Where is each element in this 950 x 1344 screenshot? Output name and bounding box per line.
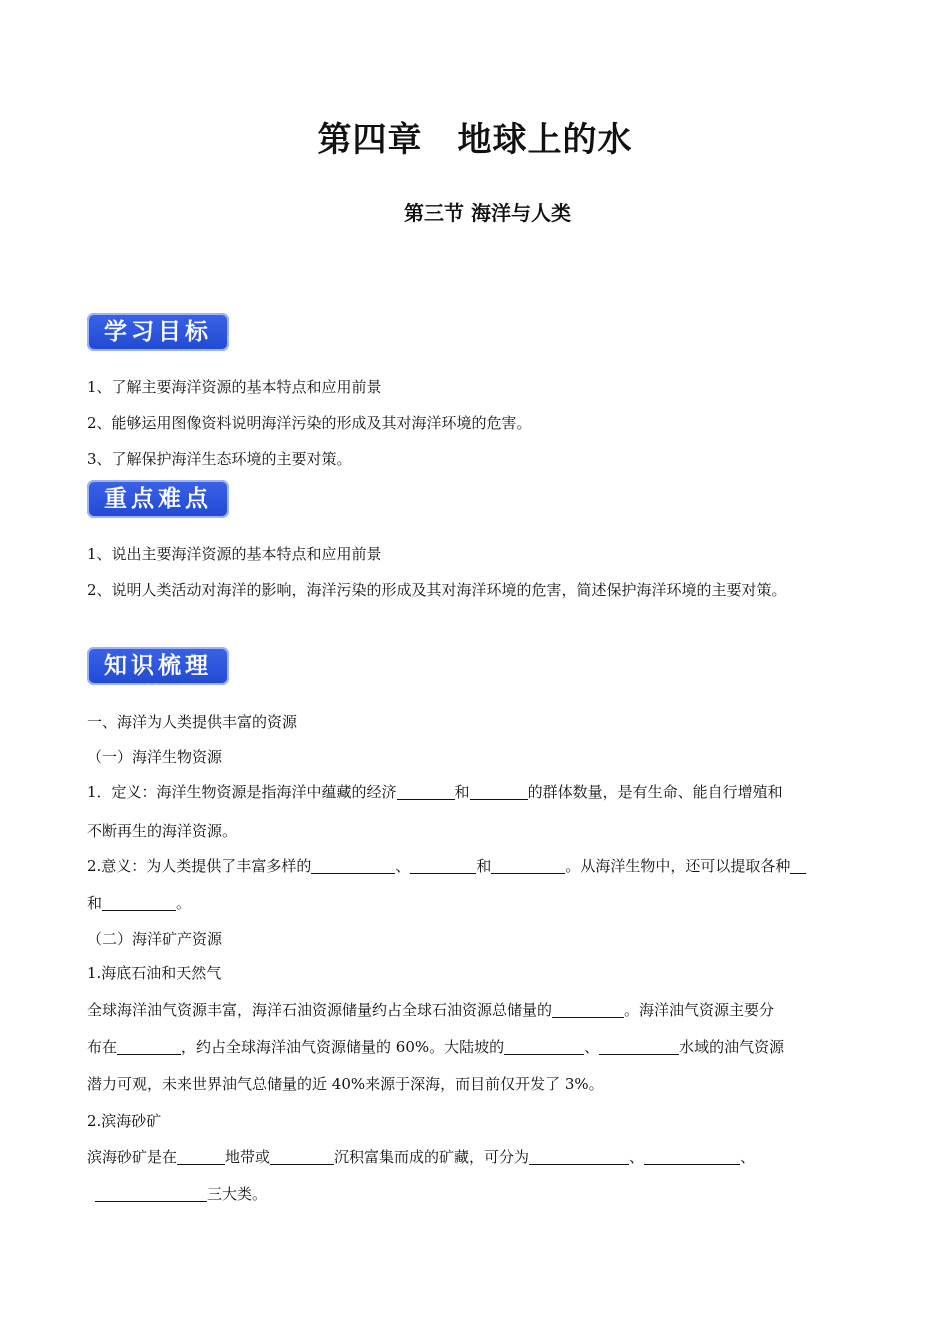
fill-blank[interactable]	[790, 858, 806, 874]
text: 、	[584, 1038, 600, 1056]
fill-blank[interactable]	[117, 1039, 181, 1055]
fill-blank[interactable]	[397, 784, 455, 800]
oil-line-1	[87, 999, 774, 1020]
text: 全球海洋油气资源丰富，海洋石油资源储量约占全球石油资源总储量的	[87, 1001, 553, 1019]
significance-line	[87, 855, 806, 876]
text: 水域的油气资源	[679, 1038, 785, 1056]
text: 、	[740, 1148, 756, 1166]
fill-blank[interactable]	[102, 895, 176, 911]
fill-blank[interactable]	[552, 1002, 624, 1018]
badge-objectives: 学习目标	[87, 313, 229, 351]
text: 。从海洋生物中，还可以提取各种	[565, 857, 791, 875]
objective-item: 2、能够运用图像资料说明海洋污染的形成及其对海洋环境的危害。	[87, 414, 532, 432]
significance-line-2	[87, 892, 191, 913]
definition-line-2: 不断再生的海洋资源。	[87, 822, 238, 840]
key-point-item: 1、说出主要海洋资源的基本特点和应用前景	[87, 545, 382, 563]
text: 2.意义：为人类提供了丰富多样的	[87, 857, 312, 875]
text: 1．定义：海洋生物资源是指海洋中蕴藏的经济	[87, 783, 397, 801]
fill-blank[interactable]	[644, 1149, 740, 1165]
section-title: 第三节 海洋与人类	[404, 201, 571, 225]
fill-blank[interactable]	[470, 784, 528, 800]
key-point-item: 2、说明人类活动对海洋的影响，海洋污染的形成及其对海洋环境的危害，简述保护海洋环境的主要对策。	[87, 581, 787, 599]
badge-knowledge: 知识梳理	[87, 647, 229, 685]
text: 和	[476, 857, 492, 875]
definition-line	[87, 781, 783, 802]
fill-blank[interactable]	[491, 858, 565, 874]
text: ，约占全球海洋油气资源储量的 60%。大陆坡的	[181, 1038, 505, 1056]
fill-blank[interactable]	[95, 1186, 207, 1202]
text: 、	[629, 1148, 645, 1166]
oil-line-2	[87, 1036, 784, 1057]
text: 地带或	[225, 1148, 271, 1166]
text: 和	[87, 894, 103, 912]
text: 滨海砂矿是在	[87, 1148, 178, 1166]
fill-blank[interactable]	[177, 1149, 225, 1165]
text: 布在	[87, 1038, 118, 1056]
fill-blank[interactable]	[270, 1149, 334, 1165]
sand-line-2	[87, 1183, 267, 1204]
fill-blank[interactable]	[529, 1149, 629, 1165]
heading-coastal-sand: 2.滨海砂矿	[87, 1112, 162, 1130]
objective-item: 3、了解保护海洋生态环境的主要对策。	[87, 450, 352, 468]
oil-line-3: 潜力可观，未来世界油气总储量的近 40%来源于深海，而目前仅开发了 3%。	[87, 1075, 604, 1093]
text: 沉积富集而成的矿藏，可分为	[334, 1148, 530, 1166]
badge-key-points: 重点难点	[87, 480, 229, 518]
fill-blank[interactable]	[599, 1039, 679, 1055]
heading-oil-gas: 1.海底石油和天然气	[87, 964, 222, 982]
objective-item: 1、了解主要海洋资源的基本特点和应用前景	[87, 378, 382, 396]
fill-blank[interactable]	[311, 858, 395, 874]
heading-bio-resources: （一）海洋生物资源	[87, 748, 223, 766]
heading-mineral-resources: （二）海洋矿产资源	[87, 930, 223, 948]
text: 、	[395, 857, 411, 875]
text: 。海洋油气资源主要分	[624, 1001, 775, 1019]
text: 三大类。	[207, 1185, 268, 1203]
fill-blank[interactable]	[504, 1039, 584, 1055]
sand-line-1	[87, 1146, 755, 1167]
text: 的群体数量，是有生命、能自行增殖和	[527, 783, 783, 801]
heading-ocean-resources: 一、海洋为人类提供丰富的资源	[87, 713, 298, 731]
text: 和	[454, 783, 470, 801]
text: 。	[176, 894, 192, 912]
chapter-title: 第四章 地球上的水	[317, 120, 633, 160]
fill-blank[interactable]	[410, 858, 476, 874]
